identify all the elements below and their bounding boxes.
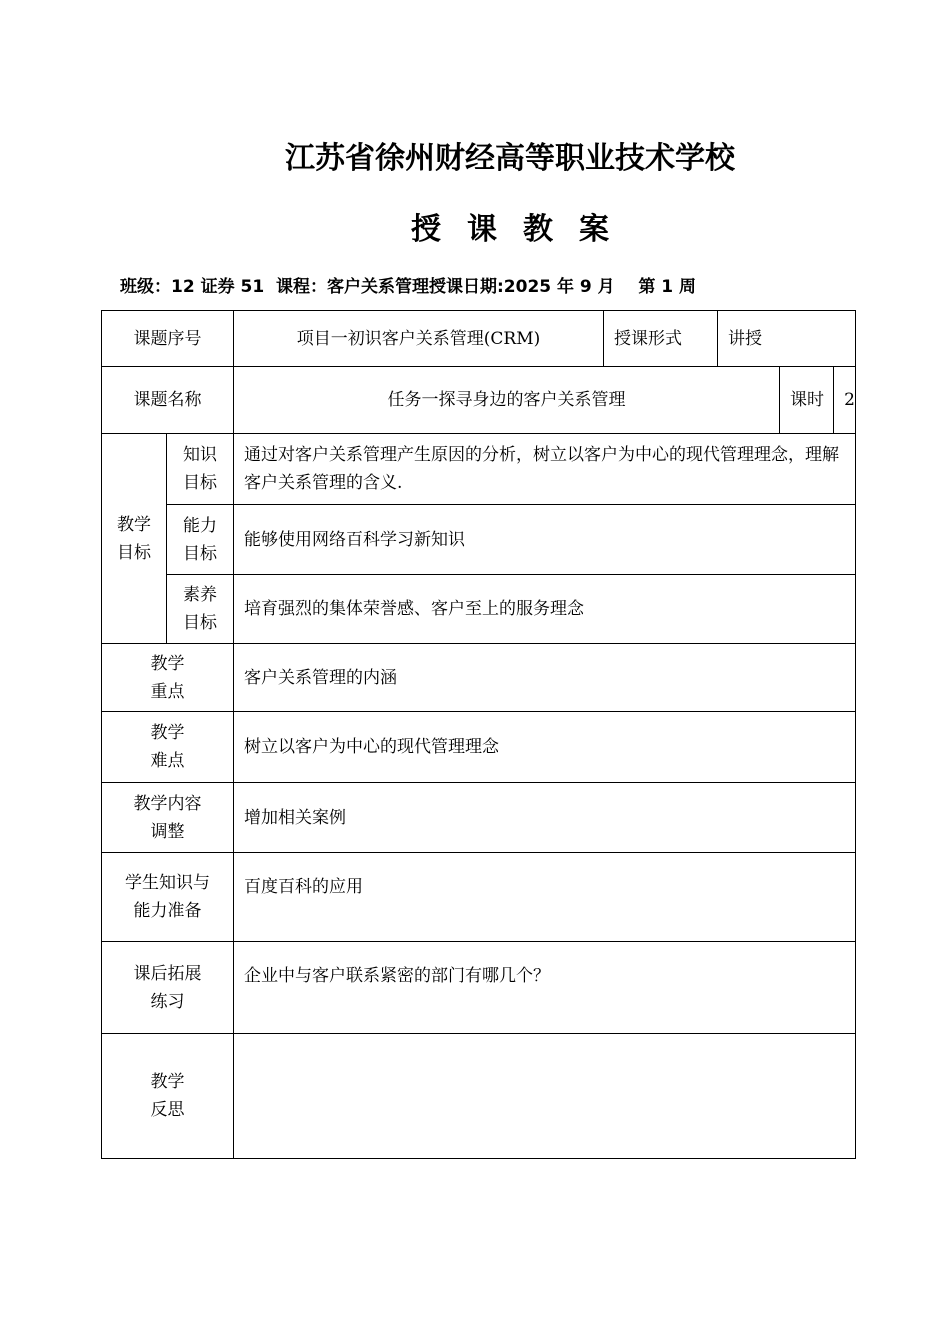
- lesson-plan-table: [101, 310, 856, 1159]
- topic-name-value: 任务一探寻身边的客户关系管理: [234, 367, 780, 434]
- table-row: [102, 505, 856, 575]
- exercise-value: 企业中与客户联系紧密的部门有哪几个？: [234, 942, 856, 1034]
- knowledge-value: 通过对客户关系管理产生原因的分析，树立以客户为中心的现代管理理念，理解客户关系管理的含义.: [234, 434, 856, 505]
- table-row: [102, 712, 856, 783]
- table-row: [102, 367, 856, 434]
- table-row: [102, 1034, 856, 1159]
- difficulties-value: 树立以客户为中心的现代管理理念: [234, 712, 856, 783]
- knowledge-label: 知识 目标: [167, 434, 234, 505]
- form-label: 授课形式: [604, 311, 718, 367]
- key-points-value: 客户关系管理的内涵: [234, 644, 856, 712]
- topic-no-label: 课题序号: [102, 311, 234, 367]
- ability-value: 能够使用网络百科学习新知识: [234, 505, 856, 575]
- table-row: [102, 853, 856, 942]
- key-points-label: 教学 重点: [102, 644, 234, 712]
- hours-value-cell: 2: [844, 390, 855, 410]
- school-name: 江苏省徐州财经高等职业技术学校: [285, 141, 735, 176]
- class-course-date-line: 班级：12 证券 51 课程：客户关系管理授课日期:2025 年 9 月 第 1 周: [120, 277, 697, 297]
- table-row: [102, 311, 856, 367]
- content-adjust-value: 增加相关案例: [234, 783, 856, 853]
- difficulties-label: 教学 难点: [102, 712, 234, 783]
- exercise-label: 课后拓展 练习: [102, 942, 234, 1034]
- reflection-label: 教学 反思: [102, 1034, 234, 1159]
- table-row: [102, 434, 856, 505]
- hours-label-cell: 课时: [780, 367, 834, 433]
- content-adjust-label: 教学内容 调整: [102, 783, 234, 853]
- student-prep-value: 百度百科的应用: [234, 853, 856, 942]
- topic-no-value: 项目一初识客户关系管理(CRM): [234, 311, 604, 367]
- table-row: [102, 644, 856, 712]
- form-value: 讲授: [718, 311, 856, 367]
- quality-value: 培育强烈的集体荣誉感、客户至上的服务理念: [234, 575, 856, 644]
- table-row: [102, 783, 856, 853]
- student-prep-label: 学生知识与 能力准备: [102, 853, 234, 942]
- table-row: [102, 575, 856, 644]
- table-row: [102, 942, 856, 1034]
- objectives-label: 教学 目标: [102, 434, 167, 644]
- hours-value: [780, 367, 856, 434]
- quality-label: 素养 目标: [167, 575, 234, 644]
- topic-name-label: 课题名称: [102, 367, 234, 434]
- ability-label: 能力 目标: [167, 505, 234, 575]
- document-title: 授课教案: [411, 212, 635, 247]
- reflection-value[interactable]: [234, 1034, 856, 1159]
